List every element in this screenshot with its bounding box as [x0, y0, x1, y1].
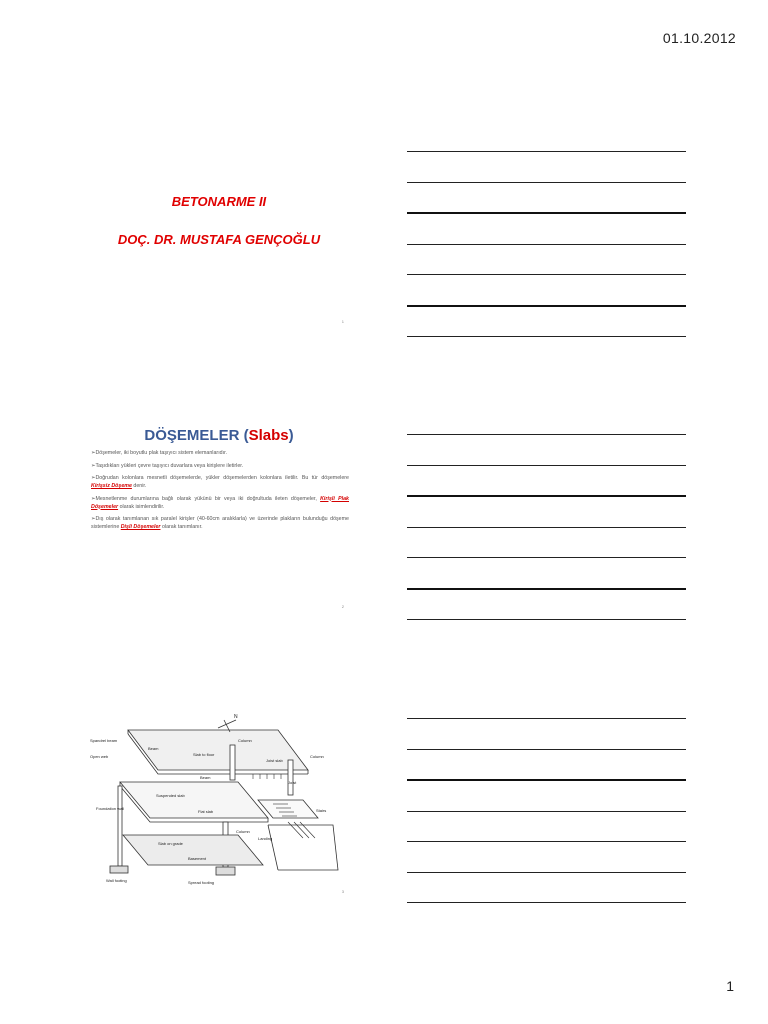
note-line: [407, 495, 686, 497]
diagram-label: Landing: [258, 836, 273, 841]
diagram-label: Suspended slab: [156, 793, 185, 798]
slide-number: 3: [341, 889, 344, 894]
heading-accent: Slabs: [248, 427, 289, 444]
diagram-label: Slab on grade: [158, 841, 183, 846]
diagram-label: Open web: [90, 754, 109, 759]
note-line: [407, 872, 686, 873]
bullet-item: ➢Mesnetlenme durumlarına bağlı olarak yükünü bir veya iki doğrultuda ileten döşemeler, Kirişli Plak Döşemeler olarak isimlendirilir.: [91, 495, 349, 510]
notes-lines-1: [407, 151, 686, 367]
slide-title: [88, 130, 350, 330]
note-line: [407, 151, 686, 152]
note-line: [407, 902, 686, 903]
slide-number: 1: [341, 319, 344, 324]
diagram-label: Column: [310, 754, 324, 759]
slide-slabs: [88, 415, 350, 615]
note-line: [407, 527, 686, 528]
bullet-item: ➢Doğrudan kolonlara mesnetli döşemelerde, yükler döşemelerden kolonlara iletilir. Bu tür döşemelere Kirişsiz Döşeme denir.: [91, 475, 349, 489]
page-number: 1: [726, 978, 734, 994]
heading-main: DÖŞEMELER (: [144, 427, 249, 444]
note-line: [407, 619, 686, 620]
diagram-label: Column: [236, 829, 250, 834]
note-line: [407, 305, 686, 307]
diagram-label: Foundation wall: [96, 806, 125, 811]
note-line: [407, 465, 686, 466]
note-line: [407, 336, 686, 337]
bullet-list: [91, 449, 349, 536]
note-line: [407, 434, 686, 435]
slide-author-text: DOÇ. DR. MUSTAFA GENÇOĞLU: [117, 232, 321, 247]
bullet-item: ➢Döşemeler, iki boyutlu plak taşıyıcı sistem elemanlarıdır.: [91, 450, 228, 456]
term-highlight: Kirişsiz Döşeme: [91, 483, 132, 489]
notes-lines-2: [407, 434, 686, 650]
diagram-label: Slab to floor: [193, 752, 215, 757]
note-line: [407, 212, 686, 214]
heading-close: ): [288, 427, 294, 444]
bullet-item: ➢Taşıdıkları yükleri çevre taşıyıcı duvarlara veya kirişlere iletirler.: [91, 462, 244, 469]
diagram-label: Beam: [200, 775, 211, 780]
note-line: [407, 274, 686, 275]
diagram-label: Spread footing: [188, 880, 215, 885]
diagram-label: Basement: [188, 856, 207, 861]
term-highlight: Kirişli Plak Döşemeler: [91, 495, 349, 510]
note-line: [407, 779, 686, 781]
diagram-label: Spandrel beam: [90, 738, 118, 743]
note-line: [407, 244, 686, 245]
north-label: N: [234, 714, 238, 720]
note-line: [407, 811, 686, 812]
note-line: [407, 557, 686, 558]
bullet-item: ➢Dış olarak tanımlanan sık paralel kirişler (40-60cm aralıklarla) ve üzerinde plakların bulunduğu döşeme sistemlerine Dişli Döşemeler olarak tanımlanır.: [91, 516, 349, 530]
note-line: [407, 182, 686, 183]
note-line: [407, 718, 686, 719]
slide-number: 2: [341, 604, 344, 609]
slide-title-text: BETONARME II: [171, 194, 267, 209]
building-structure-diagram: [88, 700, 350, 900]
diagram-label: Flat slab: [198, 809, 214, 814]
note-line: [407, 588, 686, 590]
term-highlight: Dişli Döşemeler: [120, 524, 161, 530]
notes-lines-3: [407, 718, 686, 933]
slide-heading: [88, 427, 350, 444]
diagram-label: Joist: [288, 780, 297, 785]
diagram-label: Joist slab: [266, 758, 283, 763]
diagram-label: Wall footing: [106, 878, 127, 883]
diagram-label: Column: [238, 738, 252, 743]
diagram-label: Beam: [148, 746, 159, 751]
date: 01.10.2012: [662, 30, 736, 46]
note-line: [407, 841, 686, 842]
slide-diagram: [88, 700, 350, 900]
note-line: [407, 749, 686, 750]
diagram-label: Stairs: [316, 808, 327, 813]
